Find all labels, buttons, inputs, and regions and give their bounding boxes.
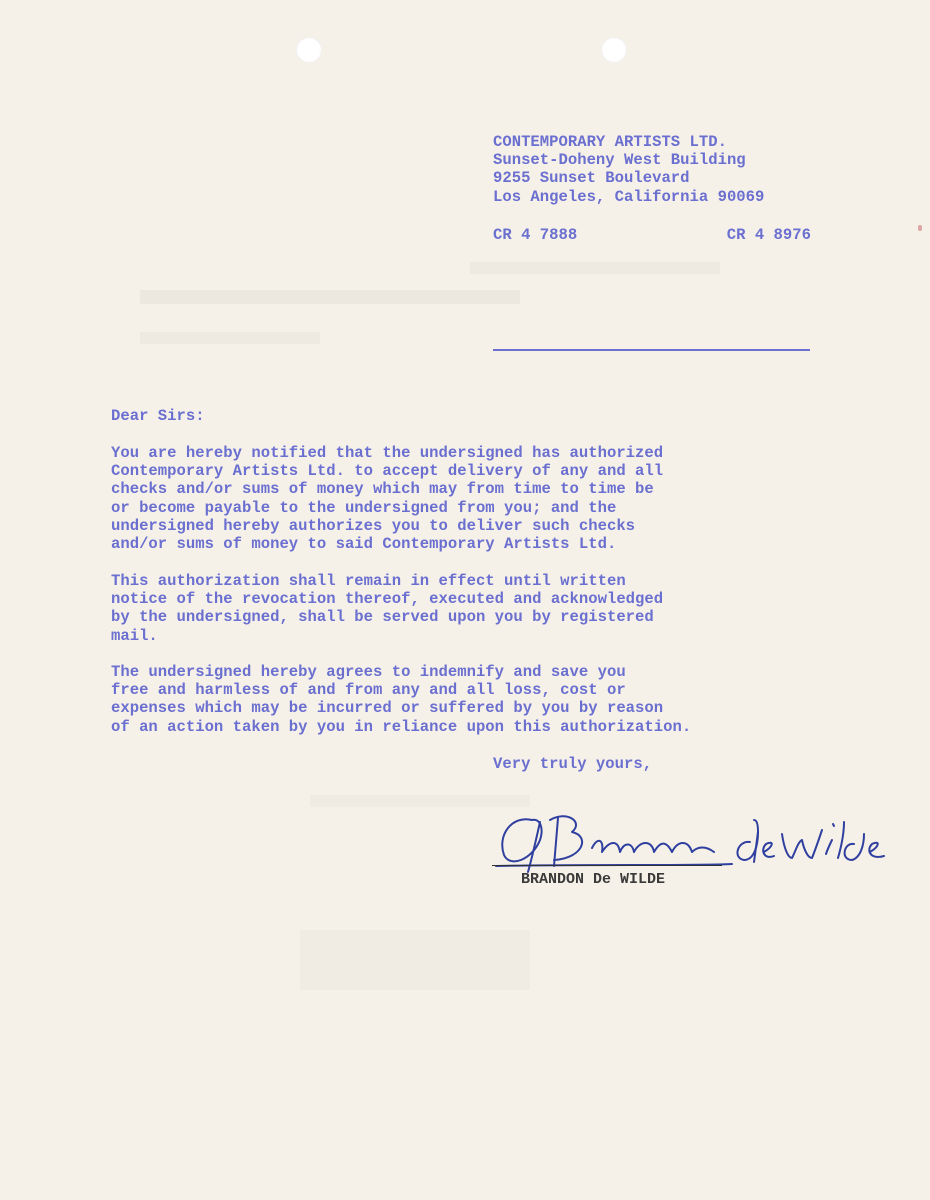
signature-line — [492, 865, 722, 866]
signatory-typed-name: BRANDON De WILDE — [521, 871, 666, 888]
letterhead-street: 9255 Sunset Boulevard — [493, 169, 690, 188]
show-through-smudge — [140, 332, 320, 344]
phone-number-2: CR 4 8976 — [726, 226, 811, 244]
handwritten-signature — [492, 800, 892, 880]
complimentary-close: Very truly yours, — [493, 755, 653, 773]
show-through-smudge — [140, 290, 520, 304]
show-through-smudge — [300, 930, 530, 990]
letterhead-city: Los Angeles, California 90069 — [493, 187, 765, 206]
body-paragraph-authorization: You are hereby notified that the undersigned has authorized Contemporary Artists Ltd. to accept delivery of any and all checks and/or sums of money which may from time to time be or become payable to the undersigned from you; and the undersigned hereby authorizes you to deliver such checks and/or sums of money to said Contemporary Artists Ltd. — [111, 444, 664, 554]
phone-number-1: CR 4 7888 — [493, 226, 578, 244]
letterhead-divider — [493, 349, 810, 351]
punch-hole-left — [296, 37, 322, 63]
phone-numbers — [493, 226, 811, 244]
edge-mark — [918, 225, 922, 231]
punch-hole-right — [601, 37, 627, 63]
letterhead-building: Sunset-Doheny West Building — [493, 151, 746, 170]
body-paragraph-indemnity: The undersigned hereby agrees to indemnify and save you free and harmless of and from any and all loss, cost or expenses which may be incurred or suffered by you by reason of an action taken by you in reliance upon this authorization. — [111, 663, 692, 736]
letterhead — [493, 133, 764, 206]
body-paragraph-revocation: This authorization shall remain in effect until written notice of the revocation thereof, executed and acknowledged by the undersigned, shall be served upon you by registered mail. — [111, 572, 664, 645]
show-through-smudge — [470, 262, 720, 274]
salutation: Dear Sirs: — [111, 407, 205, 425]
letterhead-company: CONTEMPORARY ARTISTS LTD. — [493, 133, 727, 151]
